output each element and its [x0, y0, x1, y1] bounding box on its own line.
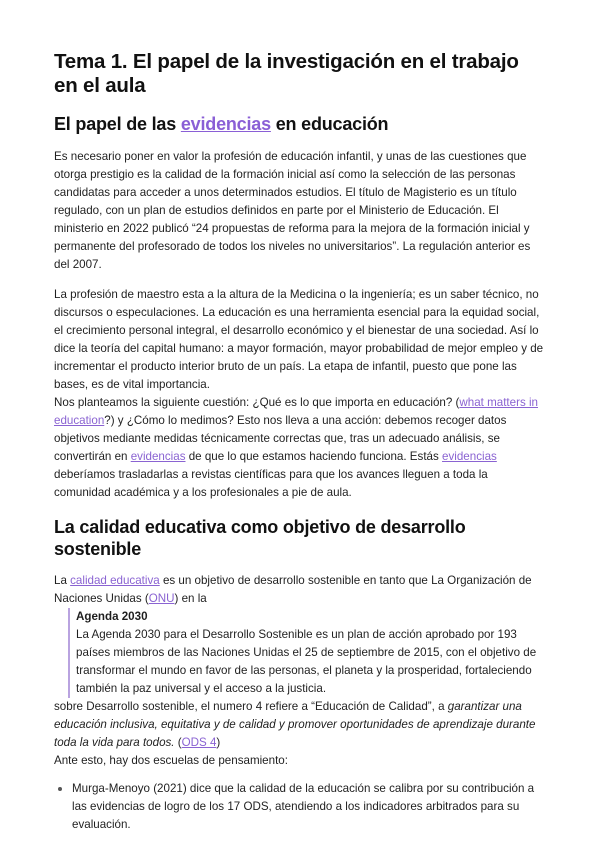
list-item	[72, 780, 546, 834]
text: sobre Desarrollo sostenible, el numero 4 refiere a “Educación de Calidad”, a	[54, 700, 448, 713]
section-heading-calidad: La calidad educativa como objetivo de desarrollo sostenible	[54, 517, 466, 559]
text: La	[54, 574, 71, 587]
text: es un objetivo de desarrollo sostenible en tanto que La Organización de Naciones Unidas (	[54, 574, 532, 605]
paragraph-cuestion	[54, 394, 546, 502]
quote-title: Agenda 2030	[76, 610, 148, 623]
text: )	[216, 736, 221, 749]
bullet-icon	[58, 787, 62, 791]
evidencias-heading-link[interactable]: evidencias	[180, 114, 271, 134]
agenda-2030-quote	[68, 608, 546, 698]
heading-text: El papel de las	[54, 114, 181, 134]
evidencias-link-2[interactable]: evidencias	[442, 450, 497, 463]
paragraph-formacion: Es necesario poner en valor la profesión de educación infantil, y unas de las cuestiones que otorga prestigio es la calidad de la formación inicial así como la selección de las personas candidatas para acceder a unos determinados estudios. El título de Magisterio es un título regulado, con un plan de estudios definidos en parte por el Ministerio de Educación. El ministerio en 2022 publicó “24 propuestas de reforma para la mejora de la formación inicial y permanente del profesorado de todos los niveles no universitarios”. La regulación anterior es del 2007.	[54, 150, 531, 271]
list-item-text: Murga-Menoyo (2021) dice que la calidad de la educación se calibra por su contribución a las evidencias de logro de los 17 ODS, atendiendo a los indicadores arbitrados para su evaluación.	[72, 782, 535, 831]
bullet-list	[54, 780, 546, 834]
section-heading-evidencias	[54, 113, 546, 135]
ods4-link[interactable]: ODS 4	[181, 736, 217, 749]
text: de que lo que estamos haciendo funciona. Estás	[185, 450, 443, 463]
text: ) en la	[174, 592, 207, 605]
paragraph-onu	[54, 572, 546, 608]
text: Nos planteamos la siguiente cuestión: ¿Qué es lo que importa en educación? (	[54, 396, 460, 409]
paragraph-ods4	[54, 698, 546, 752]
evidencias-link[interactable]: evidencias	[130, 450, 186, 463]
paragraph-escuelas: Ante esto, hay dos escuelas de pensamiento:	[54, 754, 288, 767]
quote-body: La Agenda 2030 para el Desarrollo Sostenible es un plan de acción aprobado por 193 países miembros de las Naciones Unidas el 25 de septiembre de 2015, con el objetivo de transformar el mundo en favor de las personas, el planeta y la prosperidad, fortaleciendo también la paz universal y el acceso a la justicia.	[76, 628, 537, 695]
heading-text: en educación	[270, 114, 389, 134]
what-matters-link[interactable]: what matters in education	[54, 396, 538, 427]
calidad-educativa-link[interactable]: calidad educativa	[70, 574, 160, 587]
onu-link[interactable]: ONU	[148, 592, 175, 605]
italic-text: garantizar una educación inclusiva, equitativa y de calidad y promover oportunidades de aprendizaje durante toda la vida para todos.	[54, 700, 536, 749]
text: deberíamos trasladarlas a revistas científicas para que los avances lleguen a toda la comunidad académica y a los profesionales a pie de aula.	[54, 468, 488, 499]
text: ?) y ¿Cómo lo medimos? Esto nos lleva a una acción: debemos recoger datos objetivos mediante medidas técnicamente correctas que, tras un adecuado análisis, se convertirán en	[54, 414, 507, 463]
paragraph-profesion: La profesión de maestro esta a la altura de la Medicina o la ingeniería; es un saber técnico, no discursos o especulaciones. La educación es una herramienta esencial para la equidad social, el crecimiento personal integral, el desarrollo económico y el bienestar de una sociedad. Así lo dice la teoría del capital humano: a mayor formación, mayor probabilidad de mejor empleo y de incrementar el producto interior bruto de un país. La etapa de infantil, puesto que pone las bases, es de vital importancia.	[54, 288, 544, 391]
page-title: Tema 1. El papel de la investigación en el trabajo en el aula	[54, 50, 519, 97]
text: (	[174, 736, 182, 749]
